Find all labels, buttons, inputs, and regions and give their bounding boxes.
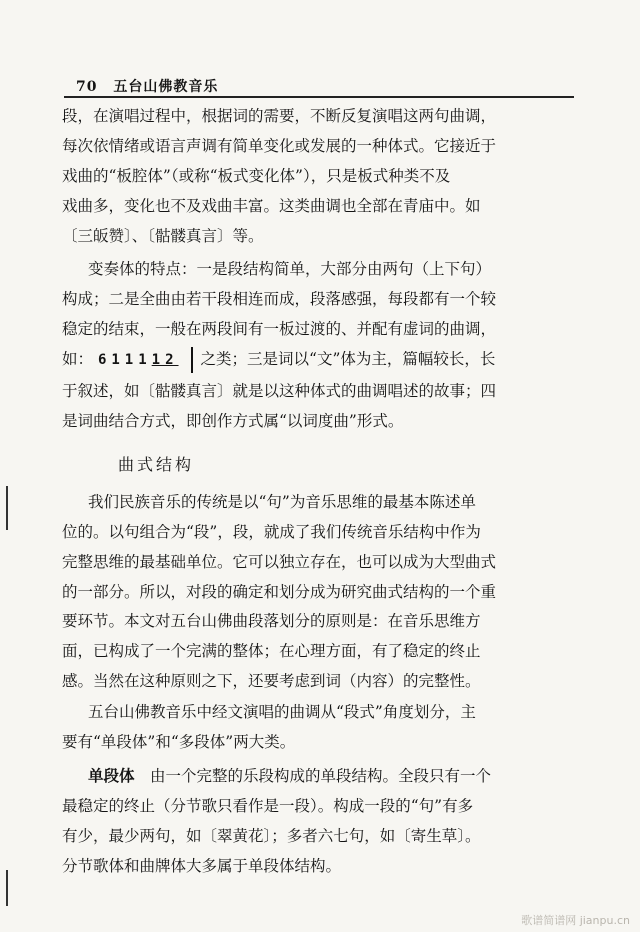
text-line: 最稳定的终止（分节歌只看作是一段）。构成一段的“句”有多 — [62, 797, 474, 815]
text-line: 每次依情绪或语言声调有简单变化或发展的一种体式。它接近于 — [62, 137, 497, 155]
notation-prefix: 如： — [62, 350, 94, 368]
text-line: 感。当然在这种原则之下，还要考虑到词（内容）的完整性。 — [62, 672, 481, 690]
text-line: 戏曲的“板腔体”（或称“板式变化体”），只是板式种类不及 — [62, 167, 451, 185]
bar-line — [191, 347, 193, 373]
text-line: 变奏体的特点：一是段结构简单，大部分由两句（上下句） — [88, 260, 492, 278]
text-line — [88, 766, 574, 786]
jianpu-notes-plain: 6111 — [97, 352, 152, 368]
notation-line — [62, 345, 574, 374]
text-line: 位的。以句组合为“段”，段，就成了我们传统音乐结构中作为 — [62, 523, 481, 541]
text-line: 的一部分。所以，对段的确定和划分成为研究曲式结构的一个重 — [62, 583, 497, 601]
term-text: 由一个完整的乐段构成的单段结构。全段只有一个 — [150, 767, 492, 785]
text-line: 戏曲多，变化也不及戏曲丰富。这类曲调也全部在青庙中。如 — [62, 197, 481, 215]
text-line: 完整思维的最基础单位。它可以独立存在，也可以成为大型曲式 — [62, 553, 497, 571]
section-title: 曲式结构 — [118, 455, 195, 474]
text-line: 要有“单段体”和“多段体”两大类。 — [62, 733, 296, 751]
scan-margin-mark — [6, 870, 8, 906]
notation-suffix: 之类；三是词以“文”体为主，篇幅较长，长 — [200, 350, 496, 368]
text-line: 〔三皈赞〕、〔骷髅真言〕等。 — [62, 227, 264, 245]
page-header — [76, 76, 218, 96]
jianpu-notes — [98, 352, 179, 368]
text-line: 我们民族音乐的传统是以“句”为音乐思维的最基本陈述单 — [88, 493, 476, 511]
text-line: 五台山佛教音乐中经文演唱的曲调从“段式”角度划分，主 — [88, 703, 476, 721]
text-line: 是词曲结合方式，即创作方式属“以词度曲”形式。 — [62, 412, 404, 430]
text-line: 要环节。本文对五台山佛曲段落划分的原则是：在音乐思维方 — [62, 612, 481, 630]
header-rule — [64, 96, 574, 98]
scan-margin-mark — [6, 486, 8, 530]
text-line: 于叙述，如〔骷髅真言〕就是以这种体式的曲调唱述的故事；四 — [62, 382, 497, 400]
watermark: 歌谱简谱网 jianpu.cn — [521, 914, 630, 927]
page-number: 70 — [76, 79, 98, 95]
text-line: 有少，最少两句，如〔翠黄花〕；多者六七句，如〔寄生草〕。 — [62, 827, 481, 845]
jianpu-notes-underlined: 12 — [151, 352, 179, 368]
text-line: 面，已构成了一个完满的整体；在心理方面，有了稳定的终止 — [62, 642, 481, 660]
term-heading: 单段体 — [88, 766, 135, 785]
book-title: 五台山佛教音乐 — [113, 79, 219, 95]
text-line: 构成；二是全曲由若干段相连而成，段落感强，每段都有一个较 — [62, 290, 497, 308]
text-line: 稳定的结束，一般在两段间有一板过渡的、并配有虚词的曲调， — [62, 320, 497, 338]
text-line: 段，在演唱过程中，根据词的需要，不断反复演唱这两句曲调， — [62, 107, 497, 125]
text-line: 分节歌体和曲牌体大多属于单段体结构。 — [62, 857, 342, 875]
